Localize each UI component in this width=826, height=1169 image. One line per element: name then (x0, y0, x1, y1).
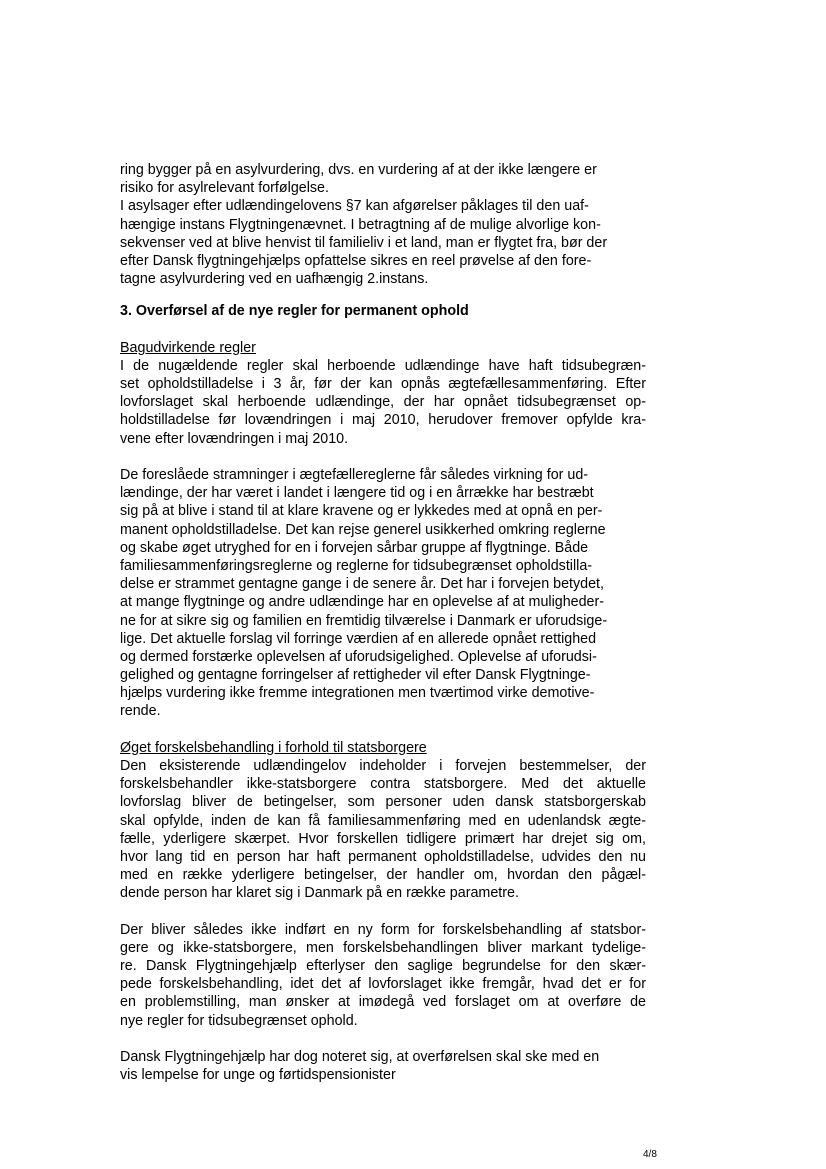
paragraph-gap (120, 721, 646, 739)
text-line: re. Dansk Flygtningehjælp efterlyser den saglige begrundelse for den skær- (120, 958, 646, 975)
text-line: pede forskelsbehandling, idet det af lovforslaget ikke fremgår, hvad det er for (120, 976, 646, 993)
text-line: hvor lang tid en person har haft permanent opholdstilladelse, udvides den nu (120, 848, 646, 865)
text-line: ring bygger på en asylvurdering, dvs. en vurdering af at der ikke længere er (120, 162, 597, 178)
section-heading: 3. Overførsel af de nye regler for permanent ophold (120, 303, 469, 320)
paragraph (120, 921, 646, 1030)
text-line: Der bliver således ikke indført en ny form for forskelsbehandling af statsbor- (120, 921, 646, 938)
text-line: tagne asylvurdering ved en uafhængig 2.instans. (120, 271, 429, 288)
text-line: gelighed og gentagne forringelser af rettigheder vil efter Dansk Flygtninge- (120, 667, 591, 684)
text-line: nye regler for tidsubegrænset ophold. (120, 1012, 358, 1029)
paragraph-gap (120, 448, 646, 466)
text-line: vis lempelse for unge og førtidspensionister (120, 1067, 396, 1084)
paragraph (120, 1048, 646, 1084)
text-line: gere og ikke-statsborgere, men forskelsbehandlingen bliver markant tydelige- (120, 939, 646, 956)
paragraph (120, 161, 646, 288)
text-line: I asylsager efter udlændingelovens §7 kan afgørelser påklages til den uaf- (120, 198, 589, 215)
text-line: manent opholdstilladelse. Det kan rejse generel usikkerhed omkring reglerne (120, 521, 606, 538)
text-line: lige. Det aktuelle forslag vil forringe værdien af en allerede opnået rettighed (120, 630, 597, 647)
text-line: vene efter lovændringen i maj 2010. (120, 430, 349, 447)
text-line: familiesammenføringsreglerne og reglerne for tidsubegrænset opholdstilla- (120, 557, 593, 574)
paragraph-gap (120, 321, 646, 339)
text-line: forskelsbehandler ikke-statsborgere contra statsborgere. Med det aktuelle (120, 776, 646, 793)
text-line: dende person har klaret sig i Danmark på en række parametre. (120, 885, 519, 902)
text-line: rende. (120, 703, 161, 720)
text-line: med en række yderligere betingelser, der handler om, hvordan den pågæl- (120, 867, 646, 884)
text-line: sekvenser ved at blive henvist til familieliv i et land, man er flygtet fra, bør der (120, 234, 608, 251)
text-line: Den eksisterende udlændingelov indeholder i forvejen bestemmelser, der (120, 758, 646, 774)
document-body (120, 161, 646, 1084)
paragraph (120, 466, 646, 721)
text-line: fælle, yderligere skærpet. Hvor forskellen tidligere primært har drejet sig om, (120, 830, 646, 847)
text-line: delse er strammet gentagne gange i de senere år. Det har i forvejen betydet, (120, 576, 604, 593)
text-line: lovforslaget skal herboende udlændinge, der har opnået tidsubegrænset op- (120, 394, 646, 411)
text-line: ne for at sikre sig og familien en fremtidig tilværelse i Danmark er uforudsige- (120, 612, 608, 629)
text-line: og dermed forstærke oplevelsen af uforudsigelighed. Oplevelse af uforudsi- (120, 648, 597, 665)
text-line: I de nugældende regler skal herboende udlændinge have haft tidsubegræn- (120, 357, 646, 374)
text-line: lændinge, der har været i landet i længere tid og i en årrække har bestræbt (120, 485, 594, 502)
paragraph-gap (120, 903, 646, 921)
text-line: risiko for asylrelevant forfølgelse. (120, 180, 329, 197)
text-line: sig på at blive i stand til at klare kravene og er lykkedes med at opnå en per- (120, 503, 603, 520)
text-line: at mange flygtninge og andre udlændinge har en oplevelse af at muligheder- (120, 594, 605, 611)
text-line: Dansk Flygtningehjælp har dog noteret sig, at overførelsen skal ske med en (120, 1049, 600, 1065)
paragraph (120, 357, 646, 448)
text-line: og skabe øget utryghed for en i forvejen sårbar gruppe af flygtninge. Både (120, 539, 589, 556)
paragraph-gap (120, 1030, 646, 1048)
paragraph (120, 757, 646, 903)
text-line: holdstilladelse før lovændringen i maj 2010, herudover fremover opfylde kra- (120, 412, 646, 429)
text-line: hængige instans Flygtningenævnet. I betragtning af de mulige alvorlige kon- (120, 216, 601, 233)
subheading: Bagudvirkende regler (120, 339, 256, 356)
text-line: set opholdstilladelse i 3 år, før der kan opnås ægtefællesammenføring. Efter (120, 376, 646, 393)
text-line: hjælps vurdering ikke fremme integrationen men tværtimod virke demotive- (120, 685, 595, 702)
text-line: en problemstilling, man ønsker at imødegå ved forslaget om at overføre de (120, 994, 646, 1011)
subheading: Øget forskelsbehandling i forhold til statsborgere (120, 739, 427, 756)
text-line: lovforslag bliver de betingelser, som personer uden dansk statsborgerskab (120, 794, 646, 811)
text-line: efter Dansk flygtningehjælps opfattelse sikres en reel prøvelse af den fore- (120, 252, 592, 269)
text-line: skal opfylde, inden de kan få familiesammenføring med en udenlandsk ægte- (120, 812, 646, 829)
page-number: 4/8 (643, 1149, 657, 1160)
text-line: De foreslåede stramninger i ægtefællereglerne får således virkning for ud- (120, 467, 589, 483)
